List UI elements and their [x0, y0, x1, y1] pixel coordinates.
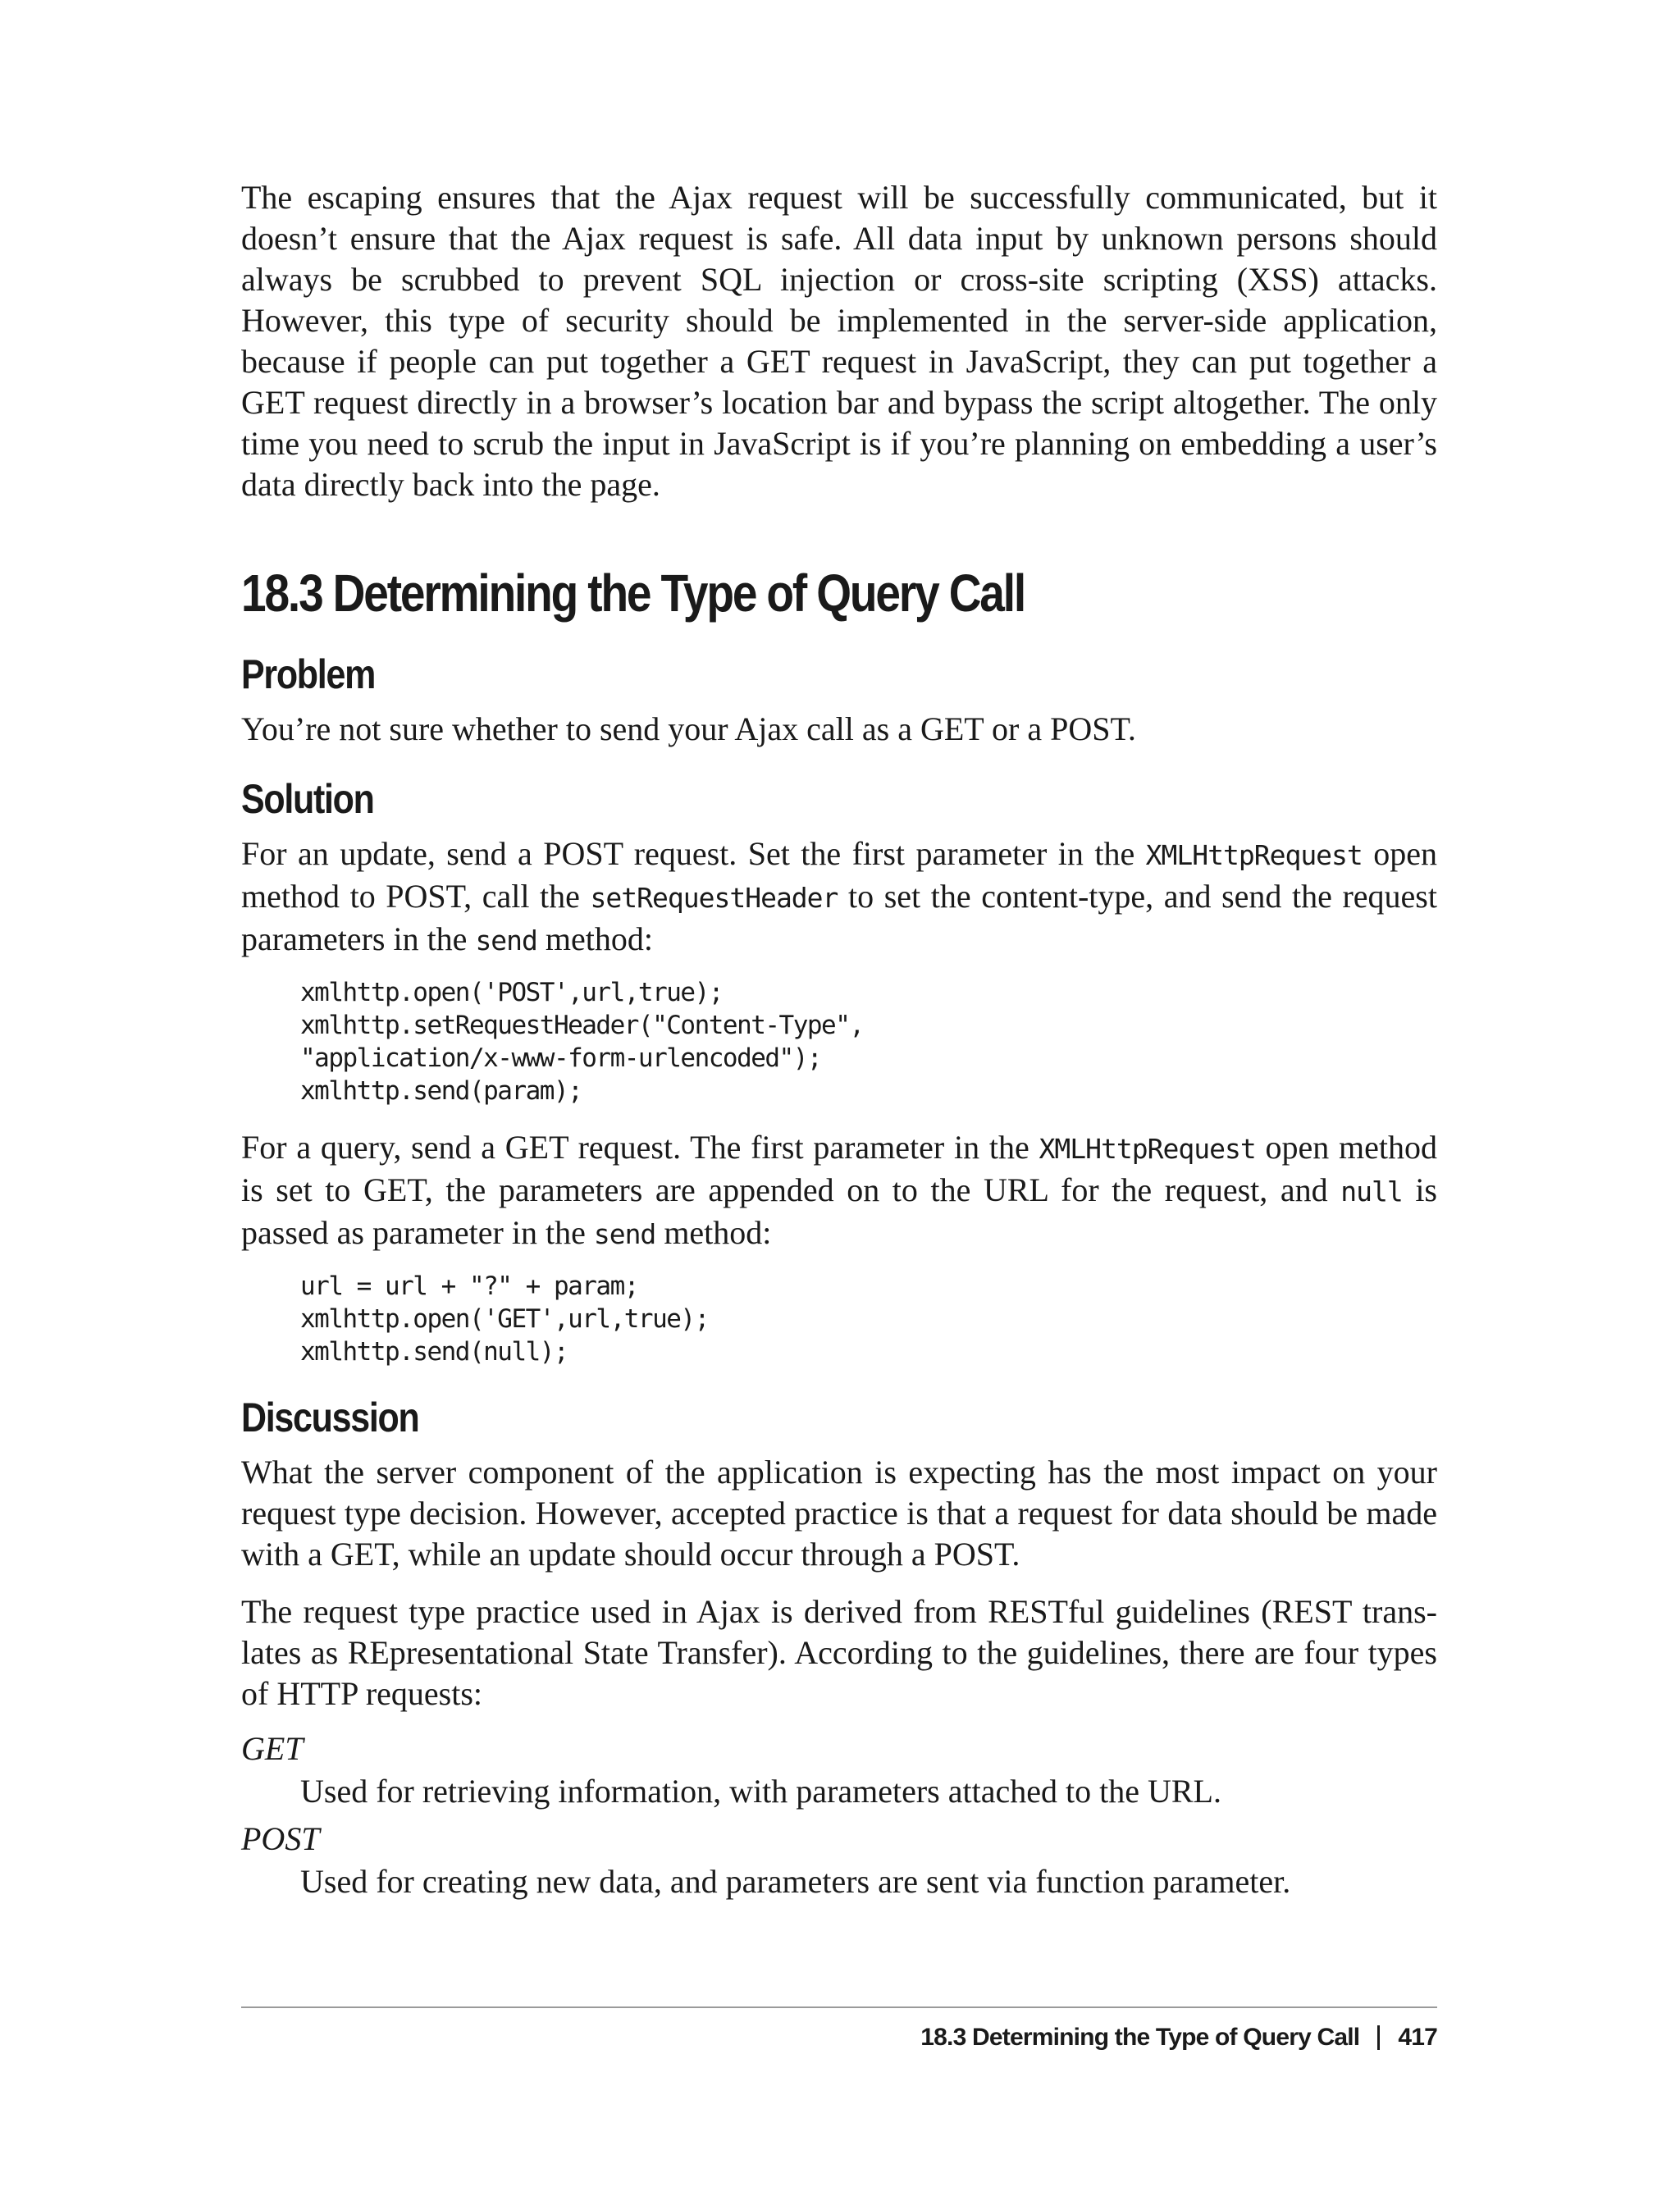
- inline-code-xmlhttprequest-2: XMLHttpRequest: [1039, 1133, 1256, 1165]
- discussion-paragraph-1: What the server component of the application is expecting has the most impact on your request type decision. However, accepted practice is that a request for data should be made with a GET, while an update should occur through a POST.: [241, 1454, 1437, 1573]
- inline-code-send: send: [475, 924, 537, 956]
- intro-paragraph: The escaping ensures that the Ajax request will be successfully communicated, but it doesn’t ensure that the Ajax request is safe. All data input by unknown persons should always be scrubbed to prevent SQL injection or cross-site scripting (XSS) attacks. However, this type of security should be implemented in the server-side application, because if people can put together a GET request in JavaScript, they can put together a GET request directly in a browser’s location bar and bypass the script altogether. The only time you need to scrub the input in JavaScript is if you’re planning on embedding a user’s data directly back into the page.: [241, 179, 1437, 503]
- solution-p2-text-b: open method is set to GET, the parameters are appended on to the URL for the request, and: [241, 1129, 1437, 1208]
- page-footer: [920, 2021, 1437, 2054]
- code-block-get: url = url + "?" + param; xmlhttp.open('GET',url,true); xmlhttp.send(null);: [300, 1271, 709, 1367]
- code-block-post: xmlhttp.open('POST',url,true); xmlhttp.setRequestHeader("Content-Type", "application/x-www-form-urlencoded"); xmlhttp.send(param);: [300, 978, 864, 1106]
- http-request-types-list: [241, 1728, 1437, 1903]
- inline-code-null: null: [1340, 1176, 1403, 1208]
- discussion-heading: Discussion: [241, 1395, 419, 1440]
- footer-running-title: 18.3 Determining the Type of Query Call: [920, 2024, 1360, 2051]
- term-get: GET: [241, 1730, 304, 1767]
- footer-rule: [241, 2006, 1437, 2008]
- solution-p2-text-c: is passed as parameter in the: [241, 1171, 1437, 1251]
- solution-p2-text-d: method:: [655, 1214, 772, 1251]
- solution-p1-text-c: to set the content-type, and send the request parameters in the: [241, 878, 1437, 957]
- term-post: POST: [241, 1820, 320, 1857]
- footer-separator: [1377, 2025, 1380, 2050]
- inline-code-xmlhttprequest: XMLHttpRequest: [1145, 839, 1363, 871]
- page-body: [241, 177, 1437, 1908]
- section-title: 18.3 Determining the Type of Query Call: [241, 564, 1025, 623]
- inline-code-setrequestheader: setRequestHeader: [590, 882, 838, 914]
- discussion-paragraph-2: The request type practice used in Ajax is derived from RESTful guidelines (REST translates as REpresentational State Transfer). According to the guidelines, there are four types of HTTP requests:: [241, 1593, 1437, 1712]
- definition-get: Used for retrieving information, with parameters attached to the URL.: [300, 1773, 1221, 1810]
- solution-paragraph-2: [241, 1127, 1437, 1255]
- problem-text: You’re not sure whether to send your Ajax call as a GET or a POST.: [241, 710, 1136, 747]
- solution-p1-text-d: method:: [536, 920, 654, 957]
- inline-code-send-2: send: [593, 1218, 656, 1250]
- page-number: 417: [1398, 2024, 1437, 2051]
- solution-p1-text-b: open method to POST, call the: [241, 835, 1437, 915]
- solution-paragraph-1: [241, 833, 1437, 961]
- solution-p1-text-a: For an update, send a POST request. Set the first parameter in the: [241, 835, 1146, 872]
- problem-heading: Problem: [241, 651, 376, 697]
- solution-p2-text-a: For a query, send a GET request. The first parameter in the: [241, 1129, 1039, 1166]
- solution-heading: Solution: [241, 776, 374, 822]
- definition-post: Used for creating new data, and parameters are sent via function parameter.: [300, 1863, 1291, 1900]
